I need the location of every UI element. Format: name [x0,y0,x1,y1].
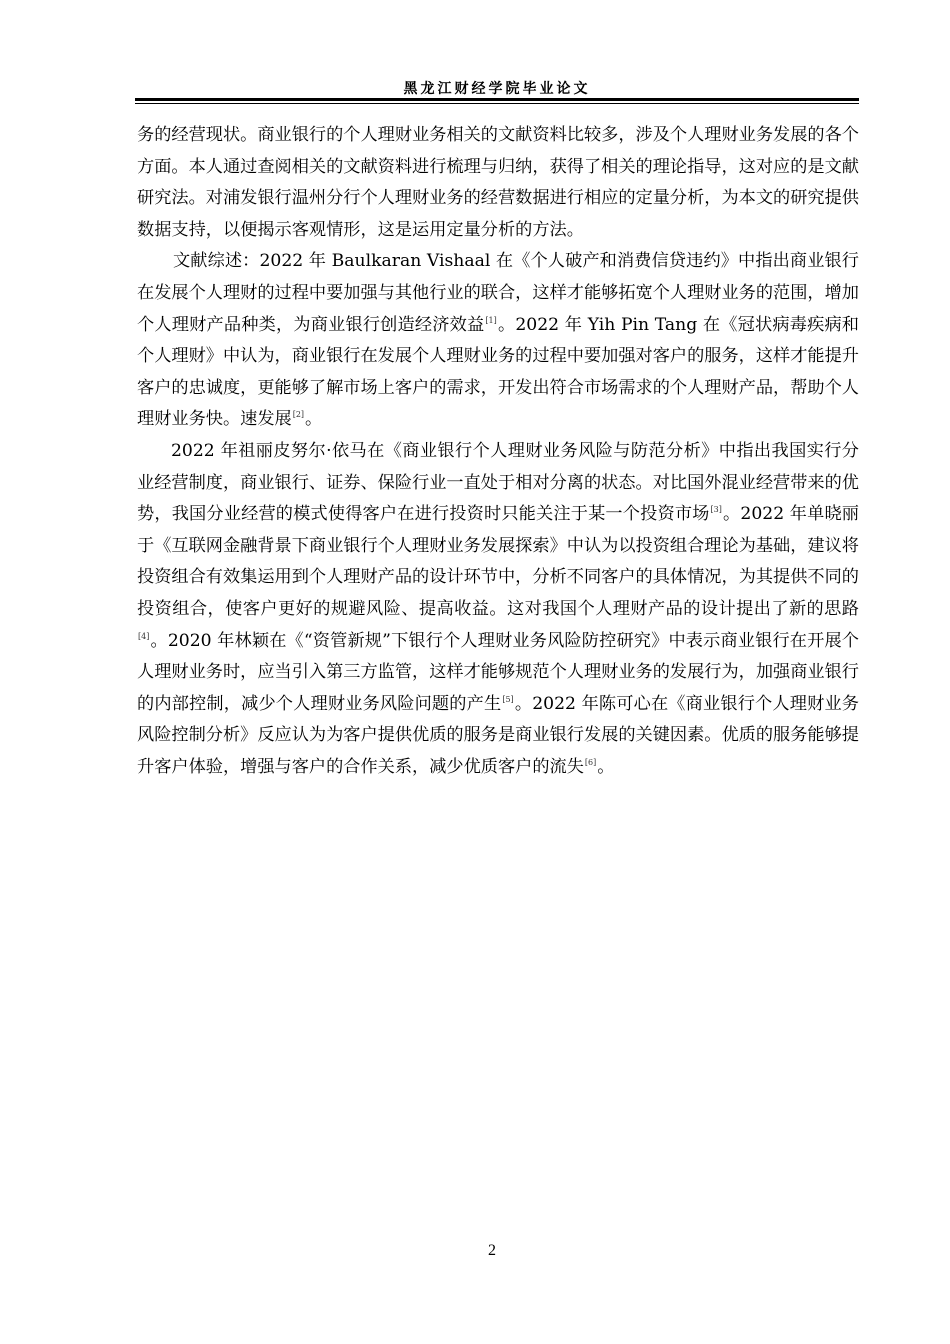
citation-ref-2: [2] [292,410,305,420]
header-rule-thin [135,103,859,104]
citation-ref-4: [4] [138,631,150,641]
paragraph-literature-review [137,246,859,436]
citation-ref-6: [6] [584,757,597,767]
paragraph-text: 2022 年祖丽皮努尔·依马在《商业银行个人理财业务风险与防范分析》中指出我国实行分业经营制度，商业银行、证券、保险行业一直处于相对分离的状态。对比国外混业经营带来的优势，我国分业经营的模式使得客户在进行投资时只能关注于某一个投资市场 [137,440,859,525]
running-header: 黑龙江财经学院毕业论文 [403,81,591,97]
header-rule-thick [135,98,859,101]
body-text [137,120,859,783]
paragraph-text: 。 [305,409,323,430]
page-number: 2 [488,1242,496,1259]
paragraph-literature-review-cont [137,436,859,784]
paragraph-continuation: 务的经营现状。商业银行的个人理财业务相关的文献资料比较多，涉及个人理财业务发展的各个方面。本人通过查阅相关的文献资料进行梳理与归纳，获得了相关的理论指导，这对应的是文献研究法。对浦发银行温州分行个人理财业务的经营数据进行相应的定量分析，为本文的研究提供数据支持，以便揭示客观情形，这是运用定量分析的方法。 [137,125,859,240]
paragraph-text: 。2022 年 Yih Pin Tang 在《冠状病毒疾病和个人理财》中认为，商业银行在发展个人理财业务的过程中要加强对客户的服务，这样才能提升客户的忠诚度，更能够了解市场上客户的需求，开发出符合市场需求的个人理财产品，帮助个人理财业务快。速发展 [137,314,859,430]
citation-ref-5: [5] [502,694,514,704]
paragraph-text: 。2022 年陈可心在《商业银行个人理财业务风险控制分析》反应认为为客户提供优质的服务是商业银行发展的关键因素。优质的服务能够提升客户体验，增强与客户的合作关系，减少优质客户的流失 [137,693,859,777]
citation-ref-1: [1] [485,315,497,325]
paragraph-text: 。2020 年林颖在《“资管新规”下银行个人理财业务风险防控研究》中表示商业银行在开展个人理财业务时，应当引入第三方监管，这样才能够规范个人理财业务的发展行为，加强商业银行的内部控制，减少个人理财业务风险问题的产生 [137,630,859,714]
paragraph-text: 。 [597,756,615,777]
paragraph-text: 。2022 年单晓丽于《互联网金融背景下商业银行个人理财业务发展探索》中认为以投资组合理论为基础，建议将投资组合有效集运用到个人理财产品的设计环节中，分析不同客户的具体情况，为其提供不同的投资组合，使客户更好的规避风险、提高收益。这对我国个人理财产品的设计提出了新的思路 [137,504,859,619]
paragraph-text: 文献综述：2022 年 Baulkaran Vishaal 在《个人破产和消费信贷违约》中指出商业银行在发展个人理财的过程中要加强与其他行业的联合，这样才能够拓宽个人理财业务的范围，增加个人理财产品种类，为商业银行创造经济效益 [137,251,859,335]
citation-ref-3: [3] [710,505,722,515]
